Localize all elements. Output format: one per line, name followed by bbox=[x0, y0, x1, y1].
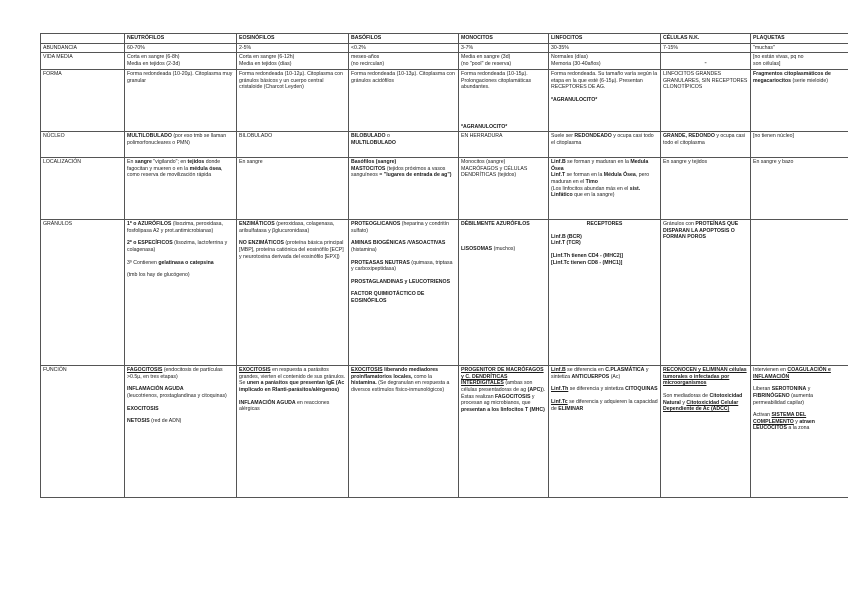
header-plaquetas: PLAQUETAS bbox=[751, 34, 848, 44]
cell-linfocitos: Linf.B se forman y maduran en la Medula Ósea Linf.T se forman en la Médula Ósea, pero maduran en el Timo (Los linfocitos abundan más en el sist. Linfático que en la sangre) bbox=[549, 158, 661, 220]
cell-plaquetas bbox=[751, 220, 848, 366]
header-empty bbox=[41, 34, 125, 44]
cell-eosinofilos: 2-5% bbox=[237, 43, 349, 53]
cell-linfocitos: Suele ser REDONDEADO y ocupa casi todo el citoplasma bbox=[549, 132, 661, 158]
cell-eosinofilos: Forma redondeada (10-12µ). Citoplasma con gránulos básicos y un cuerpo central cristaloide (Charcot Leyden) bbox=[237, 70, 349, 132]
cell-monocitos: EN HERRADURA bbox=[459, 132, 549, 158]
cell-neutrofilos: 1º o AZURÓFILOS (lisozima, peroxidasa, fosfolipasa A2 y prot.antimicrobianas) 2º o ESPECÍFICOS (lisozima, lactoferrina y colagenasa) 3º Contienen gelatinasa o catepsina (tmb los hay de glucógeno) bbox=[125, 220, 237, 366]
row-forma bbox=[41, 70, 848, 132]
cell-monocitos: DÉBILMENTE AZURÓFILOS LISOSOMAS (muchos) bbox=[459, 220, 549, 366]
header-celulas-nk: CÉLULAS N.K. bbox=[661, 34, 751, 44]
row-label: FORMA bbox=[41, 70, 125, 132]
cell-monocitos: PROGENITOR DE MACRÓFAGOS y C. DENDRÍTICAS INTERDIGITALES (ambas son células presentadoras de ag (APC)). Éstas realizan FAGOCITOSIS y procesan ag microbianos, que presentan a los linfocitos T (MHC) bbox=[459, 366, 549, 498]
cell-eosinofilos: ENZIMÁTICOS (peroxidasa, colagenasa, arilsulfatasa y βglucuronidasa) NO ENZIMÁTICOS (proteína básica principal [MBP], proteína catiónica del eosinófilo [ECP] y neurotoxina derivada del eosinófilo [EPX]) bbox=[237, 220, 349, 366]
row-nucleo bbox=[41, 132, 848, 158]
cell-nk: " bbox=[661, 53, 751, 70]
row-label: FUNCIÓN bbox=[41, 366, 125, 498]
row-abundancia bbox=[41, 43, 848, 53]
cell-linfocitos: RECEPTORES Linf.B (BCR) Linf.T (TCR) [Linf.Th tienen CD4 - (MHC2)] [Linf.Tc tienen CD8 - (MHC1)] bbox=[549, 220, 661, 366]
header-linfocitos: LINFOCITOS bbox=[549, 34, 661, 44]
row-label: GRÁNULOS bbox=[41, 220, 125, 366]
cell-neutrofilos: 60-70% bbox=[125, 43, 237, 53]
cell-eosinofilos: En sangre bbox=[237, 158, 349, 220]
cell-basofilos: Forma redondeada (10-13µ). Citoplasma con gránulos acidófilos bbox=[349, 70, 459, 132]
cell-nk: LINFOCITOS GRANDES GRANULARES, SIN RECEPTORES CLONOTÍPICOS bbox=[661, 70, 751, 132]
cell-basofilos: Basófilos (sangre) MASTOCITOS (tejidos próximos a vasos sanguíneos = "lugares de entrada de ag") bbox=[349, 158, 459, 220]
cell-linfocitos: Forma redondeada. Su tamaño varía según la etapa en la que esté (6-15µ). Presentan RECEPTORES DE AG. *AGRANULOCITO* bbox=[549, 70, 661, 132]
row-label: LOCALIZACIÓN bbox=[41, 158, 125, 220]
blood-cells-table bbox=[40, 33, 848, 498]
cell-nk: GRANDE, REDONDO y ocupa casi todo el citoplasma bbox=[661, 132, 751, 158]
cell-plaquetas: "muchas" bbox=[751, 43, 848, 53]
cell-eosinofilos: BILOBULADO bbox=[237, 132, 349, 158]
cell-basofilos: meses-años (no recirculan) bbox=[349, 53, 459, 70]
cell-plaquetas: [no están vivas, pq no son células] bbox=[751, 53, 848, 70]
cell-nk: RECONOCEN y ELIMINAN células tumorales o infectadas por microorganismos Son mediadoras de Citotoxicidad Natural y Citotoxicidad Celular Dependiente de Ac (ADCC) bbox=[661, 366, 751, 498]
cell-plaquetas: En sangre y bazo bbox=[751, 158, 848, 220]
cell-eosinofilos: Corta en sangre (6-12h) Media en tejidos (días) bbox=[237, 53, 349, 70]
cell-basofilos: <0.2% bbox=[349, 43, 459, 53]
cell-basofilos: EXOCITOSIS liberando mediadores proinflamatorios locales, como la histamina. (Se degranulan en respuesta a diversos estímulos físico-inmunológicos) bbox=[349, 366, 459, 498]
row-label: NÚCLEO bbox=[41, 132, 125, 158]
cell-plaquetas: Fragmentos citoplasmáticos de megacariocitos (serie mieloide) bbox=[751, 70, 848, 132]
cell-monocitos: Forma redondeada (10-15µ). Prolongaciones citoplamáticas abundantes. *AGRANULOCITO* bbox=[459, 70, 549, 132]
header-monocitos: MONOCITOS bbox=[459, 34, 549, 44]
header-row bbox=[41, 34, 848, 44]
cell-monocitos: 3-7% bbox=[459, 43, 549, 53]
row-funcion bbox=[41, 366, 848, 498]
cell-monocitos: Media en sangre (3d) (no "pool" de reserva) bbox=[459, 53, 549, 70]
cell-neutrofilos: MULTILOBULADO (por eso tmb se llaman polimorfonucleares o PMN) bbox=[125, 132, 237, 158]
cell-basofilos: BILOBULADO o MULTILOBULADO bbox=[349, 132, 459, 158]
header-eosinofilos: EOSINÓFILOS bbox=[237, 34, 349, 44]
cell-linfocitos: Normales (días) Memoria (30-40años) bbox=[549, 53, 661, 70]
cell-neutrofilos: FAGOCITOSIS (endocitosis de partículas >0.5µ, en tres etapas) INFLAMACIÓN AGUDA (leucotrienos, prostaglandinas y citoquinas) EXOCITOSIS NETOSIS (red de ADN) bbox=[125, 366, 237, 498]
header-neutrofilos: NEUTRÓFILOS bbox=[125, 34, 237, 44]
cell-monocitos: Monocitos (sangre) MACRÓFAGOS y CÉLULAS DENDRÍTICAS (tejidos) bbox=[459, 158, 549, 220]
cell-neutrofilos: Corta en sangre (6-8h) Media en tejidos (2-3d) bbox=[125, 53, 237, 70]
cell-plaquetas: [no tienen núcleo] bbox=[751, 132, 848, 158]
row-localizacion bbox=[41, 158, 848, 220]
cell-basofilos: PROTEOGLICANOS (heparina y condritín sulfato) AMINAS BIOGÉNICAS /VASOACTIVAS (histamina) PROTEASAS NEUTRAS (quimasa, triptasa y carboxipeptidasa) PROSTAGLANDINAS y LEUCOTRIENOS FACTOR QUIMIOTÁCTICO DE EOSINÓFILOS bbox=[349, 220, 459, 366]
cell-nk: En sangre y tejidos bbox=[661, 158, 751, 220]
row-granulos bbox=[41, 220, 848, 366]
row-label: ABUNDANCIA bbox=[41, 43, 125, 53]
cell-plaquetas: Intervienen en COAGULACIÓN e INFLAMACIÓN Liberan SEROTONINA y FIBRINÓGENO (aumenta permeabilidad capilar) Activan SISTEMA DEL COMPLEMENTO y atraen LEUCOCITOS a la zona bbox=[751, 366, 848, 498]
cell-neutrofilos: En sangre "vigilando"; en tejidos donde fagocitan y mueren o en la médula ósea, como reserva de movilización rápida bbox=[125, 158, 237, 220]
cell-eosinofilos: EXOCITOSIS en respuesta a parásitos grandes, vierten el contenido de sus gránulos. Se unen a parásitos que presentan IgE (Ac implicado en RIanti-parásitos/alérgenos) INFLAMACIÓN AGUDA en reacciones alérgicas bbox=[237, 366, 349, 498]
header-basofilos: BASÓFILOS bbox=[349, 34, 459, 44]
cell-neutrofilos: Forma redondeada (10-20µ). Citoplasma muy granular bbox=[125, 70, 237, 132]
cell-linfocitos: 30-35% bbox=[549, 43, 661, 53]
row-vida-media bbox=[41, 53, 848, 70]
cell-nk: 7-15% bbox=[661, 43, 751, 53]
row-label: VIDA MEDIA bbox=[41, 53, 125, 70]
cell-linfocitos: Linf.B se diferencia en C.PLASMÁTICA y sintetiza ANTICUERPOS (Ac) Linf.Th se diferencia y sintetiza CITOQUINAS Linf.Tc se diferencia y adquieren la capacidad de ELIMINAR bbox=[549, 366, 661, 498]
cell-nk: Gránulos con PROTEÍNAS QUE DISPARAN LA APOPTOSIS O FORMAN POROS bbox=[661, 220, 751, 366]
